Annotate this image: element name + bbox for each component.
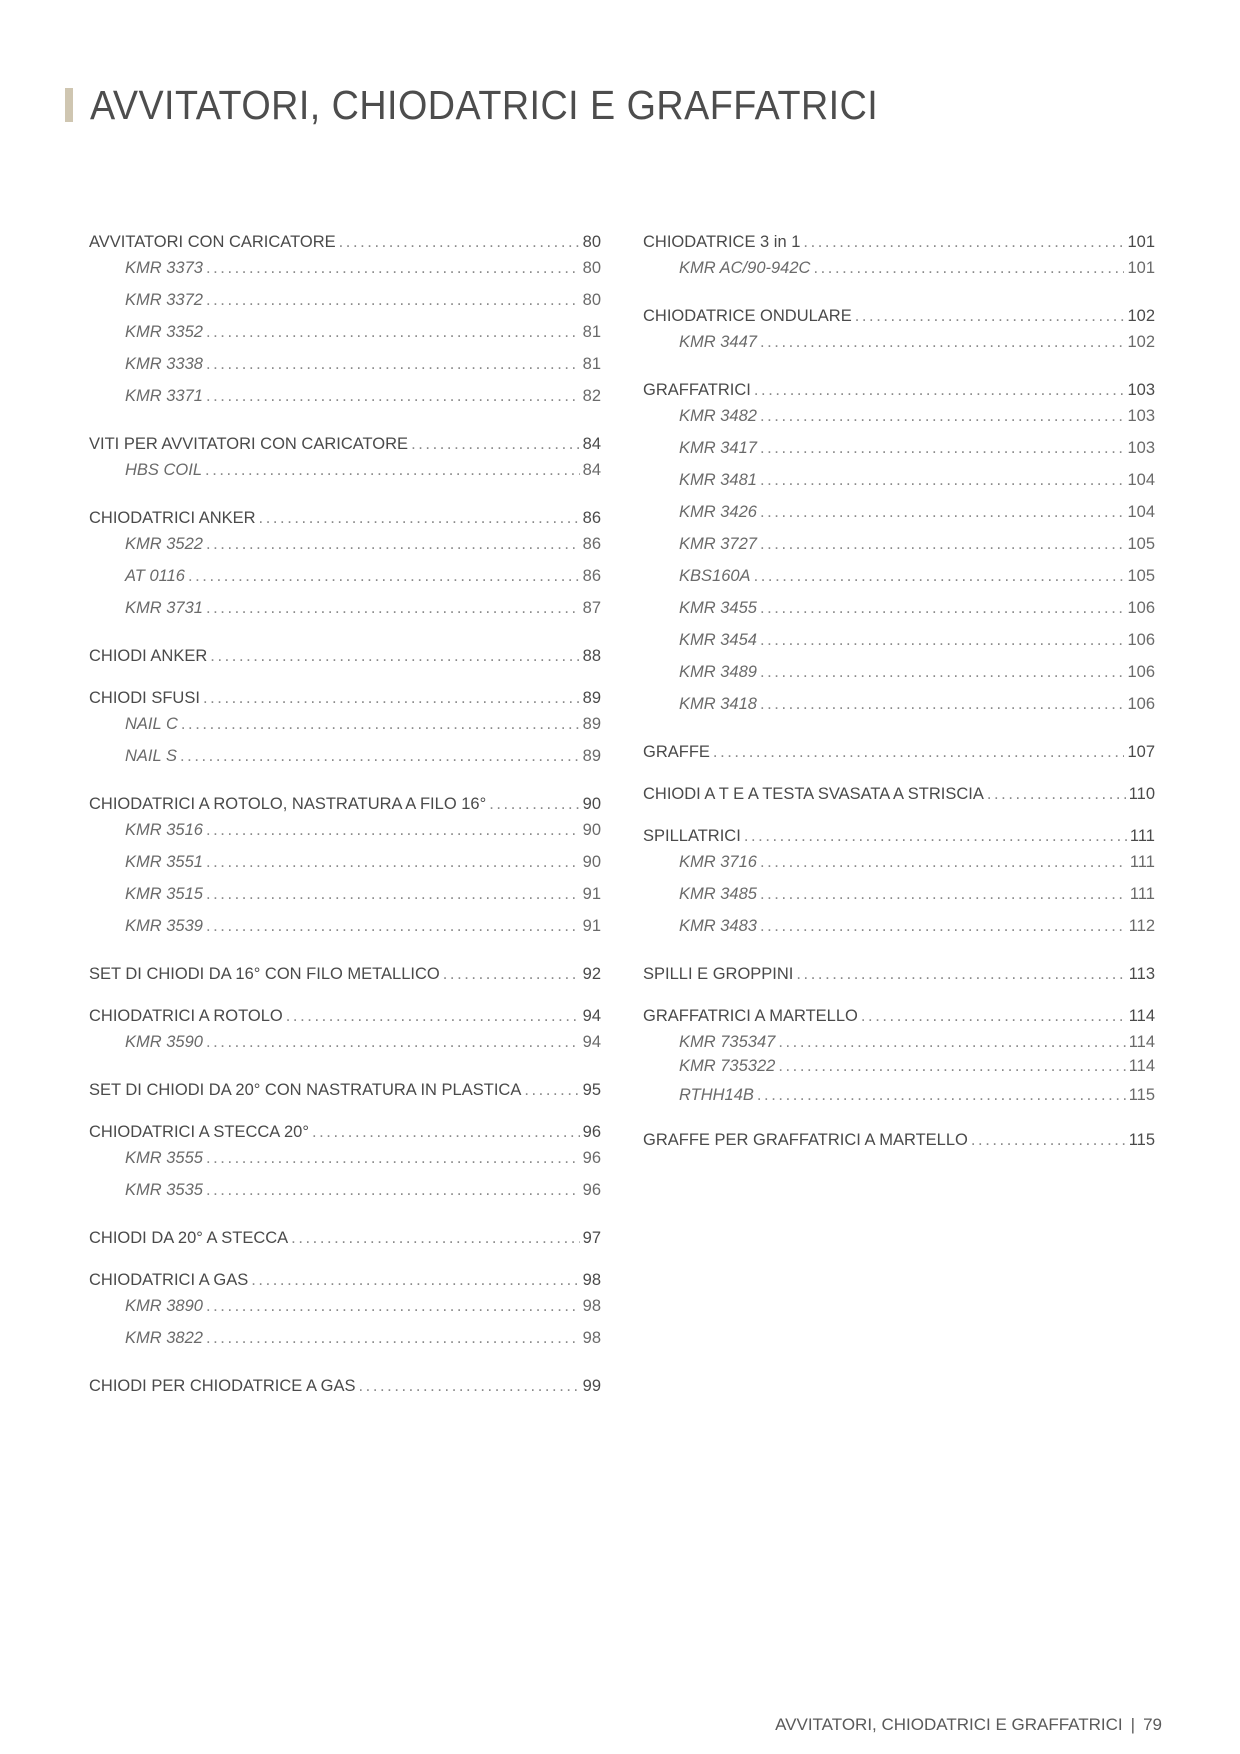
- title-accent-bar: [65, 88, 73, 122]
- toc-column-left: [89, 233, 601, 1419]
- toc-section: [643, 233, 1155, 291]
- toc-entry-page: 107: [1127, 743, 1155, 761]
- toc-subentry-label: KMR 3373: [125, 259, 203, 277]
- toc-entry-label: CHIODI DA 20° A STECCA: [89, 1229, 289, 1247]
- dot-leader: [206, 535, 580, 554]
- toc-section: [89, 1123, 601, 1213]
- toc-subentry-label: KMR 3418: [679, 695, 757, 713]
- dot-leader: [813, 259, 1124, 278]
- dot-leader: [757, 1086, 1126, 1105]
- toc-subentry[interactable]: [89, 323, 601, 355]
- dot-leader: [443, 965, 580, 984]
- dot-leader: [744, 827, 1127, 846]
- toc-subentry-page: 96: [582, 1149, 601, 1167]
- toc-subentry-page: 104: [1127, 471, 1155, 489]
- toc-subentry-label: KMR 3551: [125, 853, 203, 871]
- toc-entry[interactable]: [643, 381, 1155, 407]
- toc-section: [89, 1081, 601, 1107]
- dot-leader: [760, 695, 1125, 714]
- dot-leader: [855, 307, 1125, 326]
- toc-subentry-page: 115: [1128, 1086, 1155, 1104]
- dot-leader: [181, 715, 580, 734]
- toc-entry-page: 84: [582, 435, 601, 453]
- toc-entry-page: 80: [582, 233, 601, 251]
- toc-entry-page: 102: [1127, 307, 1155, 325]
- toc-subentry-label: KMR 3371: [125, 387, 203, 405]
- toc-entry[interactable]: [643, 827, 1155, 853]
- toc-subentry-label: KMR 3455: [679, 599, 757, 617]
- dot-leader: [206, 853, 580, 872]
- dot-leader: [206, 355, 580, 374]
- toc-subentry-label: KMR 3352: [125, 323, 203, 341]
- dot-leader: [206, 917, 580, 936]
- toc-subentry[interactable]: [643, 535, 1155, 567]
- toc-subentry[interactable]: [89, 885, 601, 917]
- toc-subentry-label: KMR 3454: [679, 631, 757, 649]
- toc-subentry[interactable]: [89, 821, 601, 853]
- toc-subentry[interactable]: [89, 1297, 601, 1329]
- dot-leader: [206, 1329, 580, 1348]
- toc-subentry[interactable]: [643, 407, 1155, 439]
- dot-leader: [713, 743, 1125, 762]
- toc-entry[interactable]: [89, 509, 601, 535]
- dot-leader: [339, 233, 580, 252]
- dot-leader: [206, 291, 580, 310]
- dot-leader: [180, 747, 580, 766]
- toc-subentry-label: KMR 3731: [125, 599, 203, 617]
- toc-column-right: [643, 233, 1155, 1173]
- dot-leader: [760, 439, 1125, 458]
- toc-subentry-page: 106: [1127, 599, 1155, 617]
- dot-leader: [286, 1007, 580, 1026]
- toc-subentry-label: KMR 3483: [679, 917, 757, 935]
- toc-section: [643, 1131, 1155, 1157]
- toc-entry-page: 92: [582, 965, 601, 983]
- toc-entry[interactable]: [89, 1007, 601, 1033]
- toc-entry-label: GRAFFATRICI: [643, 381, 751, 399]
- dot-leader: [760, 599, 1125, 618]
- toc-section: [89, 689, 601, 779]
- toc-subentry[interactable]: [643, 259, 1155, 291]
- toc-section: [643, 1007, 1155, 1115]
- dot-leader: [760, 503, 1125, 522]
- toc-entry-label: SET DI CHIODI DA 20° CON NASTRATURA IN PLASTICA: [89, 1081, 522, 1099]
- dot-leader: [411, 435, 580, 454]
- dot-leader: [489, 795, 579, 814]
- toc-subentry[interactable]: [89, 567, 601, 599]
- toc-subentry[interactable]: [643, 567, 1155, 599]
- dot-leader: [760, 407, 1125, 426]
- page-title: AVVITATORI, CHIODATRICI E GRAFFATRICI: [90, 82, 879, 128]
- toc-subentry-label: KBS160A: [679, 567, 751, 585]
- dot-leader: [760, 663, 1125, 682]
- toc-entry-page: 88: [582, 647, 601, 665]
- toc-subentry[interactable]: [643, 917, 1155, 949]
- toc-subentry[interactable]: [89, 1329, 601, 1361]
- dot-leader: [778, 1057, 1125, 1076]
- toc-entry[interactable]: [643, 1131, 1155, 1157]
- toc-subentry-label: RTHH14B: [679, 1086, 754, 1104]
- toc-entry-page: 89: [582, 689, 601, 707]
- toc-subentry-page: 86: [582, 535, 601, 553]
- dot-leader: [760, 853, 1127, 872]
- toc-subentry-page: 106: [1127, 631, 1155, 649]
- toc-section: [89, 965, 601, 991]
- toc-subentry[interactable]: [89, 387, 601, 419]
- toc-subentry[interactable]: [643, 853, 1155, 885]
- dot-leader: [205, 461, 580, 480]
- toc-subentry-label: KMR 3822: [125, 1329, 203, 1347]
- dot-leader: [206, 323, 580, 342]
- toc-entry-page: 110: [1128, 785, 1155, 803]
- toc-subentry-page: 112: [1128, 917, 1155, 935]
- toc-entry-page: 97: [582, 1229, 601, 1247]
- toc-entry-page: 86: [582, 509, 601, 527]
- toc-subentry[interactable]: [643, 663, 1155, 695]
- toc-entry-label: SPILLATRICI: [643, 827, 741, 845]
- toc-subentry[interactable]: [89, 599, 601, 631]
- toc-subentry-page: 106: [1127, 695, 1155, 713]
- dot-leader: [760, 333, 1125, 352]
- dot-leader: [206, 259, 580, 278]
- toc-entry[interactable]: [89, 1271, 601, 1297]
- toc-entry[interactable]: [89, 1229, 601, 1255]
- toc-subentry-label: KMR 3727: [679, 535, 757, 553]
- dot-leader: [861, 1007, 1126, 1026]
- footer-text: AVVITATORI, CHIODATRICI E GRAFFATRICI: [775, 1715, 1123, 1734]
- toc-subentry-label: NAIL C: [125, 715, 178, 733]
- toc-entry[interactable]: [643, 785, 1155, 811]
- dot-leader: [291, 1229, 579, 1248]
- toc-subentry-page: 111: [1129, 853, 1155, 871]
- toc-subentry-page: 87: [582, 599, 601, 617]
- toc-entry[interactable]: [89, 965, 601, 991]
- toc-subentry-label: KMR 735322: [679, 1057, 776, 1075]
- toc-subentry[interactable]: [89, 535, 601, 567]
- toc-subentry-label: KMR 3535: [125, 1181, 203, 1199]
- toc-entry[interactable]: [89, 689, 601, 715]
- dot-leader: [524, 1081, 579, 1100]
- toc-entry-page: 90: [582, 795, 601, 813]
- toc-subentry-page: 89: [582, 747, 601, 765]
- toc-entry[interactable]: [89, 435, 601, 461]
- toc-subentry[interactable]: [643, 471, 1155, 503]
- toc-subentry-page: 103: [1127, 439, 1155, 457]
- toc-entry-label: CHIODATRICI A ROTOLO, NASTRATURA A FILO 16°: [89, 795, 487, 813]
- toc-subentry-page: 81: [582, 355, 601, 373]
- toc-subentry[interactable]: [643, 1033, 1155, 1057]
- toc-entry[interactable]: [643, 233, 1155, 259]
- dot-leader: [803, 233, 1124, 252]
- toc-section: [643, 785, 1155, 811]
- toc-subentry[interactable]: [89, 461, 601, 493]
- toc-subentry-label: HBS COIL: [125, 461, 203, 479]
- toc-entry[interactable]: [89, 233, 601, 259]
- toc-subentry-page: 111: [1129, 885, 1155, 903]
- dot-leader: [760, 885, 1127, 904]
- dot-leader: [206, 1181, 580, 1200]
- toc-subentry-label: KMR 3417: [679, 439, 757, 457]
- toc-entry-label: SET DI CHIODI DA 16° CON FILO METALLICO: [89, 965, 440, 983]
- toc-subentry-page: 114: [1128, 1033, 1155, 1051]
- toc-subentry[interactable]: [643, 631, 1155, 663]
- toc-entry-label: AVVITATORI CON CARICATORE: [89, 233, 336, 251]
- toc-subentry-label: KMR 3555: [125, 1149, 203, 1167]
- toc-section: [89, 1271, 601, 1361]
- toc-subentry[interactable]: [89, 917, 601, 949]
- toc-entry-label: SPILLI E GROPPINI: [643, 965, 794, 983]
- toc-subentry[interactable]: [89, 259, 601, 291]
- toc-subentry-page: 94: [582, 1033, 601, 1051]
- dot-leader: [259, 509, 580, 528]
- toc-subentry[interactable]: [89, 1181, 601, 1213]
- toc-subentry[interactable]: [643, 333, 1155, 365]
- toc-subentry[interactable]: [643, 1057, 1155, 1086]
- toc-section: [89, 1229, 601, 1255]
- toc-entry-page: 115: [1128, 1131, 1155, 1149]
- toc-subentry-page: 103: [1127, 407, 1155, 425]
- toc-subentry[interactable]: [643, 503, 1155, 535]
- dot-leader: [206, 885, 580, 904]
- toc-subentry-label: KMR 3522: [125, 535, 203, 553]
- toc-entry[interactable]: [643, 307, 1155, 333]
- toc-subentry-page: 105: [1127, 535, 1155, 553]
- dot-leader: [206, 387, 580, 406]
- toc-subentry[interactable]: [643, 695, 1155, 727]
- toc-subentry-label: KMR AC/90-942C: [679, 259, 811, 277]
- toc-subentry-label: KMR 3482: [679, 407, 757, 425]
- toc-section: [89, 233, 601, 419]
- toc-entry[interactable]: [643, 743, 1155, 769]
- toc-entry-label: CHIODATRICI A ROTOLO: [89, 1007, 283, 1025]
- toc-subentry-label: KMR 735347: [679, 1033, 776, 1051]
- dot-leader: [203, 689, 580, 708]
- dot-leader: [760, 917, 1126, 936]
- toc-section: [89, 647, 601, 673]
- toc-entry[interactable]: [89, 1123, 601, 1149]
- toc-subentry-label: KMR 3489: [679, 663, 757, 681]
- toc-subentry-label: KMR 3338: [125, 355, 203, 373]
- toc-subentry-page: 102: [1127, 333, 1155, 351]
- dot-leader: [251, 1271, 579, 1290]
- toc-entry[interactable]: [89, 647, 601, 673]
- toc-subentry-label: KMR 3485: [679, 885, 757, 903]
- toc-entry-page: 98: [582, 1271, 601, 1289]
- toc-subentry[interactable]: [643, 599, 1155, 631]
- page-number: 79: [1143, 1715, 1162, 1734]
- dot-leader: [210, 647, 579, 666]
- toc-subentry[interactable]: [643, 885, 1155, 917]
- toc-entry-label: CHIODI SFUSI: [89, 689, 200, 707]
- toc-subentry-label: KMR 3447: [679, 333, 757, 351]
- toc-section: [89, 1377, 601, 1403]
- toc-subentry-page: 90: [582, 821, 601, 839]
- toc-section: [643, 965, 1155, 991]
- page-footer: [760, 1715, 1162, 1735]
- toc-entry-page: 99: [582, 1377, 601, 1395]
- toc-subentry[interactable]: [89, 355, 601, 387]
- toc-subentry-page: 91: [582, 885, 601, 903]
- footer-separator: |: [1130, 1715, 1136, 1734]
- toc-subentry[interactable]: [89, 1033, 601, 1065]
- dot-leader: [760, 535, 1125, 554]
- toc-subentry-label: KMR 3590: [125, 1033, 203, 1051]
- toc-entry[interactable]: [643, 1007, 1155, 1033]
- dot-leader: [754, 381, 1125, 400]
- dot-leader: [312, 1123, 580, 1142]
- toc-subentry-page: 101: [1127, 259, 1155, 277]
- dot-leader: [760, 631, 1125, 650]
- toc-entry-label: CHIODATRICE 3 in 1: [643, 233, 801, 251]
- toc-subentry-page: 80: [582, 291, 601, 309]
- dot-leader: [206, 599, 580, 618]
- dot-leader: [971, 1131, 1126, 1150]
- toc-entry-label: CHIODATRICI ANKER: [89, 509, 256, 527]
- dot-leader: [359, 1377, 580, 1396]
- toc-subentry-page: 91: [582, 917, 601, 935]
- toc-entry-page: 101: [1127, 233, 1155, 251]
- toc-section: [643, 381, 1155, 727]
- toc-subentry[interactable]: [643, 1086, 1155, 1115]
- dot-leader: [206, 1149, 580, 1168]
- toc-subentry-page: 89: [582, 715, 601, 733]
- toc-section: [643, 307, 1155, 365]
- toc-subentry-page: 81: [582, 323, 601, 341]
- toc-subentry[interactable]: [89, 291, 601, 323]
- toc-subentry-page: 96: [582, 1181, 601, 1199]
- toc-subentry[interactable]: [89, 853, 601, 885]
- toc-subentry-label: NAIL S: [125, 747, 177, 765]
- toc-section: [89, 1007, 601, 1065]
- toc-section: [89, 509, 601, 631]
- toc-entry[interactable]: [89, 1081, 601, 1107]
- toc-entry-page: 114: [1128, 1007, 1155, 1025]
- toc-subentry-page: 84: [582, 461, 601, 479]
- toc-subentry[interactable]: [89, 1149, 601, 1181]
- toc-subentry-page: 104: [1127, 503, 1155, 521]
- dot-leader: [778, 1033, 1125, 1052]
- toc-subentry-label: KMR 3716: [679, 853, 757, 871]
- toc-subentry-page: 98: [582, 1297, 601, 1315]
- dot-leader: [206, 1033, 580, 1052]
- dot-leader: [206, 1297, 580, 1316]
- toc-entry-label: CHIODI ANKER: [89, 647, 208, 665]
- toc-entry-label: CHIODATRICI A GAS: [89, 1271, 249, 1289]
- toc-subentry-label: KMR 3515: [125, 885, 203, 903]
- toc-subentry[interactable]: [643, 439, 1155, 471]
- toc-subentry[interactable]: [89, 715, 601, 747]
- toc-subentry-page: 114: [1128, 1057, 1155, 1075]
- toc-section: [643, 743, 1155, 769]
- toc-entry-label: VITI PER AVVITATORI CON CARICATORE: [89, 435, 409, 453]
- toc-section: [89, 795, 601, 949]
- toc-subentry-page: 90: [582, 853, 601, 871]
- dot-leader: [188, 567, 580, 586]
- toc-entry[interactable]: [89, 1377, 601, 1403]
- toc-entry-label: CHIODI PER CHIODATRICE A GAS: [89, 1377, 356, 1395]
- toc-entry-page: 113: [1128, 965, 1155, 983]
- toc-subentry-page: 86: [582, 567, 601, 585]
- toc-subentry-label: KMR 3481: [679, 471, 757, 489]
- toc-entry-label: CHIODATRICI A STECCA 20°: [89, 1123, 309, 1141]
- toc-entry-page: 96: [582, 1123, 601, 1141]
- toc-subentry-label: KMR 3426: [679, 503, 757, 521]
- dot-leader: [206, 821, 580, 840]
- toc-subentry-page: 105: [1127, 567, 1155, 585]
- toc-entry-label: GRAFFE: [643, 743, 710, 761]
- toc-subentry-label: KMR 3539: [125, 917, 203, 935]
- dot-leader: [987, 785, 1126, 804]
- toc-subentry[interactable]: [89, 747, 601, 779]
- toc-subentry-page: 98: [582, 1329, 601, 1347]
- dot-leader: [754, 567, 1125, 586]
- toc-entry-label: GRAFFATRICI A MARTELLO: [643, 1007, 858, 1025]
- toc-subentry-label: AT 0116: [125, 567, 185, 585]
- toc-entry[interactable]: [89, 795, 601, 821]
- toc-subentry-page: 106: [1127, 663, 1155, 681]
- toc-subentry-label: KMR 3516: [125, 821, 203, 839]
- toc-subentry-label: KMR 3890: [125, 1297, 203, 1315]
- toc-subentry-label: KMR 3372: [125, 291, 203, 309]
- toc-entry-page: 111: [1129, 827, 1155, 845]
- dot-leader: [796, 965, 1125, 984]
- toc-section: [643, 827, 1155, 949]
- toc-section: [89, 435, 601, 493]
- dot-leader: [760, 471, 1125, 490]
- toc-subentry-page: 82: [582, 387, 601, 405]
- toc-entry-page: 103: [1127, 381, 1155, 399]
- toc-entry-page: 95: [582, 1081, 601, 1099]
- toc-entry-label: GRAFFE PER GRAFFATRICI A MARTELLO: [643, 1131, 968, 1149]
- toc-entry-label: CHIODI A T E A TESTA SVASATA A STRISCIA: [643, 785, 984, 803]
- toc-entry-label: CHIODATRICE ONDULARE: [643, 307, 852, 325]
- toc-entry[interactable]: [643, 965, 1155, 991]
- toc-entry-page: 94: [582, 1007, 601, 1025]
- toc-subentry-page: 80: [582, 259, 601, 277]
